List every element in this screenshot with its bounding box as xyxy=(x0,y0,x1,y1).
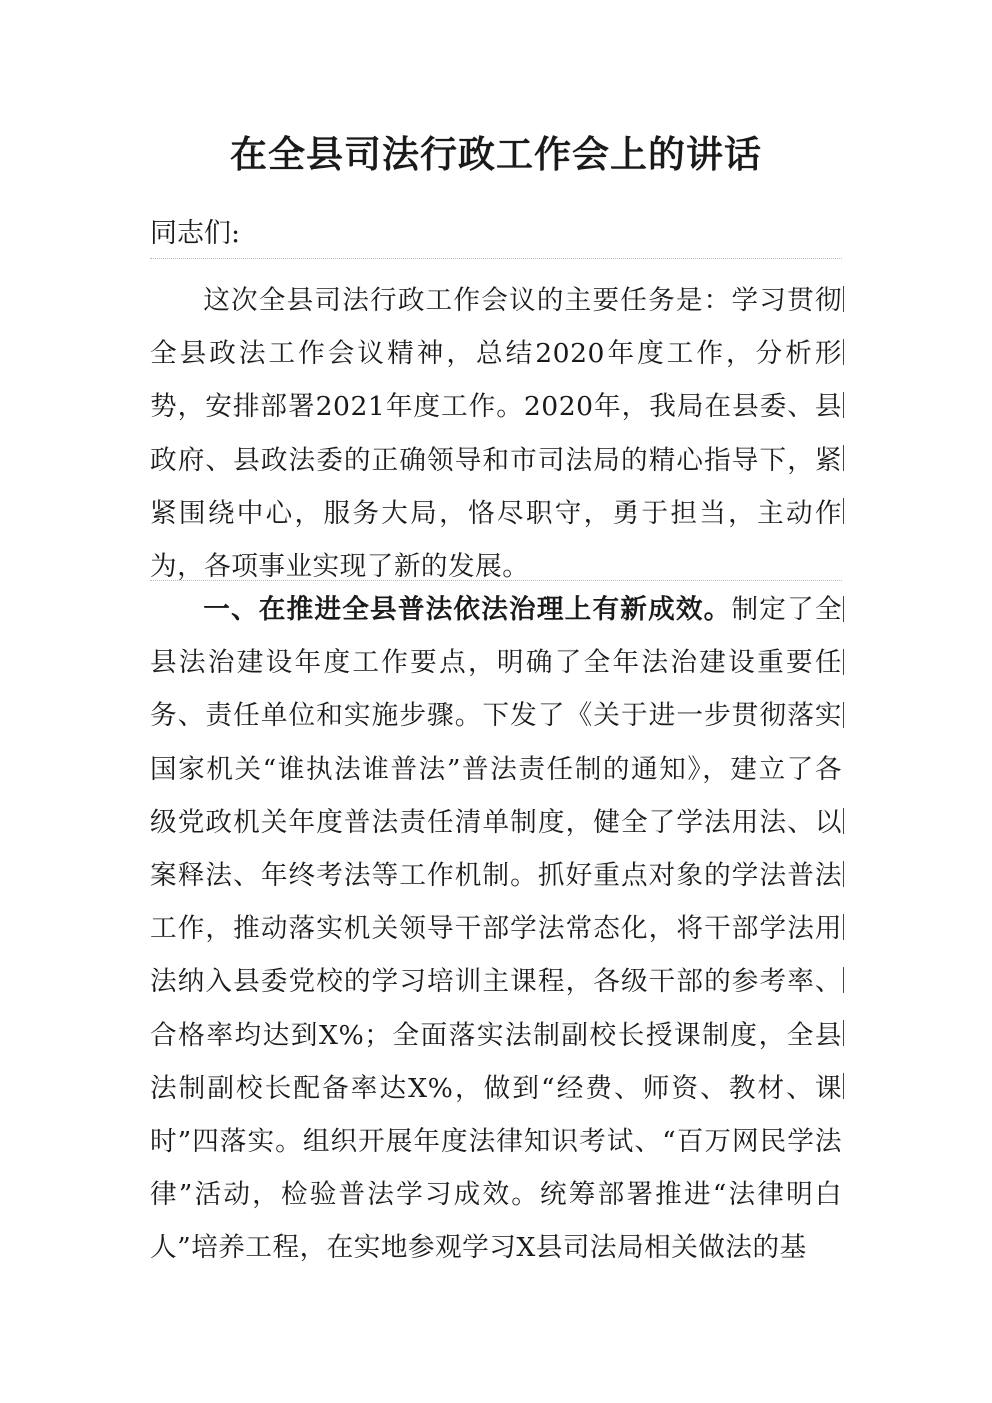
margin-mark xyxy=(843,1073,844,1099)
margin-mark xyxy=(843,286,844,312)
margin-mark xyxy=(843,808,844,834)
margin-mark xyxy=(843,967,844,993)
margin-mark xyxy=(843,445,844,471)
divider-line xyxy=(150,580,842,581)
margin-mark xyxy=(843,1020,844,1046)
salutation: 同志们: xyxy=(150,218,241,249)
margin-mark xyxy=(843,596,844,622)
margin-mark xyxy=(843,861,844,887)
margin-mark xyxy=(843,914,844,940)
margin-mark xyxy=(843,702,844,728)
section-1-heading: 一、在推进全县普法依法治理上有新成效。 xyxy=(203,594,732,625)
divider-line xyxy=(150,258,842,259)
section-1-paragraph xyxy=(150,583,842,1275)
margin-mark xyxy=(843,339,844,365)
margin-mark xyxy=(843,392,844,418)
intro-paragraph: 这次全县司法行政工作会议的主要任务是：学习贯彻全县政法工作会议精神，总结2020年度工作，分析形势，安排部署2021年度工作。2020年，我局在县委、县政府、县政法委的正确领导和市司法局的精心指导下，紧紧围绕中心，服务大局，恪尽职守，勇于担当，主动作为，各项事业实现了新的发展。 xyxy=(150,285,842,583)
section-1-body: 制定了全县法治建设年度工作要点，明确了全年法治建设重要任务、责任单位和实施步骤。下发了《关于进一步贯彻落实国家机关“谁执法谁普法”普法责任制的通知》，建立了各级党政机关年度普法责任清单制度，健全了学法用法、以案释法、年终考法等工作机制。抓好重点对象的学法普法工作，推动落实机关领导干部学法常态化，将干部学法用法纳入县委党校的学习培训主课程，各级干部的参考率、合格率均达到X%；全面落实法制副校长授课制度，全县法制副校长配备率达X%，做到“经费、师资、教材、课时”四落实。组织开展年度法律知识考试、“百万网民学法律”活动，检验普法学习成效。统筹部署推进“法律明白人”培养工程，在实地参观学习X县司法局相关做法的基 xyxy=(150,594,843,1264)
margin-mark xyxy=(843,649,844,675)
margin-mark xyxy=(843,498,844,524)
document-title: 在全县司法行政工作会上的讲话 xyxy=(230,132,762,176)
